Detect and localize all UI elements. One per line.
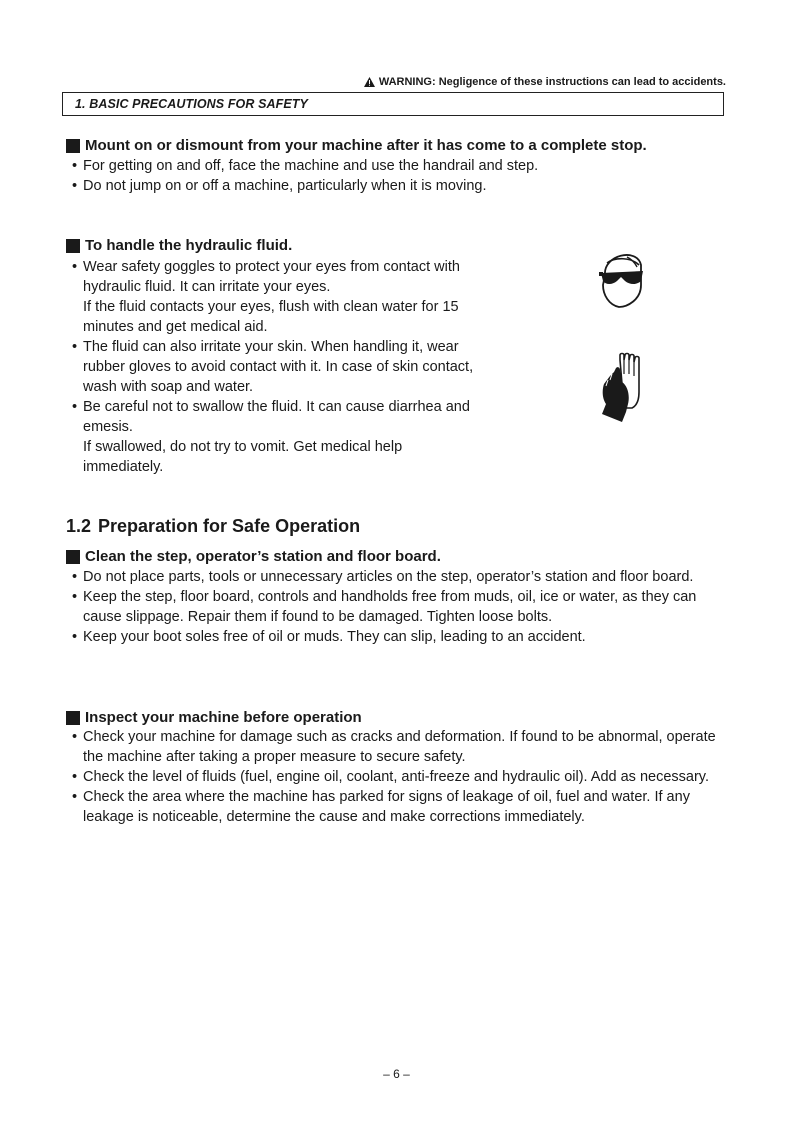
list-item-continuation: If swallowed, do not try to vomit. Get medical help immediately. [83, 439, 403, 475]
page-number: – 6 – [383, 1067, 410, 1081]
section-heading: 1.2 Preparation for Safe Operation [66, 516, 361, 536]
warning-triangle-icon [364, 77, 375, 87]
square-bullet-icon [66, 139, 80, 153]
clean-heading: Clean the step, operator’s station and floor board. [66, 548, 441, 565]
list-item: • The fluid can also irritate your skin. When handling it, wear rubber gloves to avoid contact with it. In case of skin contact, wash with soap and water. [66, 337, 482, 397]
list-item: • Check the area where the machine has parked for signs of leakage of oil, fuel and water. If any leakage is noticeable, determine the cause and make corrections immediately. [66, 787, 730, 827]
list-item-continuation: If the fluid contacts your eyes, flush with clean water for 15 minutes and get medical aid. [83, 299, 459, 335]
mount-list [66, 156, 706, 196]
gloves-icon [596, 352, 648, 424]
goggles-icon [597, 245, 647, 310]
list-item: • Keep your boot soles free of oil or muds. They can slip, leading to an accident. [66, 627, 730, 647]
square-bullet-icon [66, 550, 80, 564]
square-bullet-icon [66, 239, 80, 253]
list-item: • Check your machine for damage such as cracks and deformation. If found to be abnormal, operate the machine after taking a proper measure to secure safety. [66, 727, 730, 767]
list-item: • Be careful not to swallow the fluid. It can cause diarrhea and emesis. [66, 397, 482, 437]
warning-text: WARNING: Negligence of these instructions can lead to accidents. [378, 76, 726, 88]
inspect-list [66, 727, 730, 827]
inspect-heading: Inspect your machine before operation [66, 709, 362, 726]
list-item: • Check the level of fluids (fuel, engine oil, coolant, anti-freeze and hydraulic oil). Add as necessary. [66, 767, 730, 787]
clean-list [66, 567, 730, 647]
mount-heading: Mount on or dismount from your machine after it has come to a complete stop. [66, 137, 647, 154]
section-title-box [62, 92, 724, 116]
warning-notice [364, 76, 726, 88]
list-item: • For getting on and off, face the machine and use the handrail and step. [66, 156, 706, 176]
list-item: • Do not jump on or off a machine, particularly when it is moving. [66, 176, 706, 196]
square-bullet-icon [66, 711, 80, 725]
section-title: 1. BASIC PRECAUTIONS FOR SAFETY [75, 97, 308, 111]
list-item: • Do not place parts, tools or unnecessary articles on the step, operator’s station and floor board. [66, 567, 730, 587]
hydraulic-heading: To handle the hydraulic fluid. [66, 237, 292, 254]
list-item: • Wear safety goggles to protect your eyes from contact with hydraulic fluid. It can irritate your eyes. [66, 257, 482, 297]
hydraulic-list [66, 257, 482, 477]
list-item: • Keep the step, floor board, controls and handholds free from muds, oil, ice or water, as they can cause slippage. Repair them if found to be damaged. Tighten loose bolts. [66, 587, 730, 627]
